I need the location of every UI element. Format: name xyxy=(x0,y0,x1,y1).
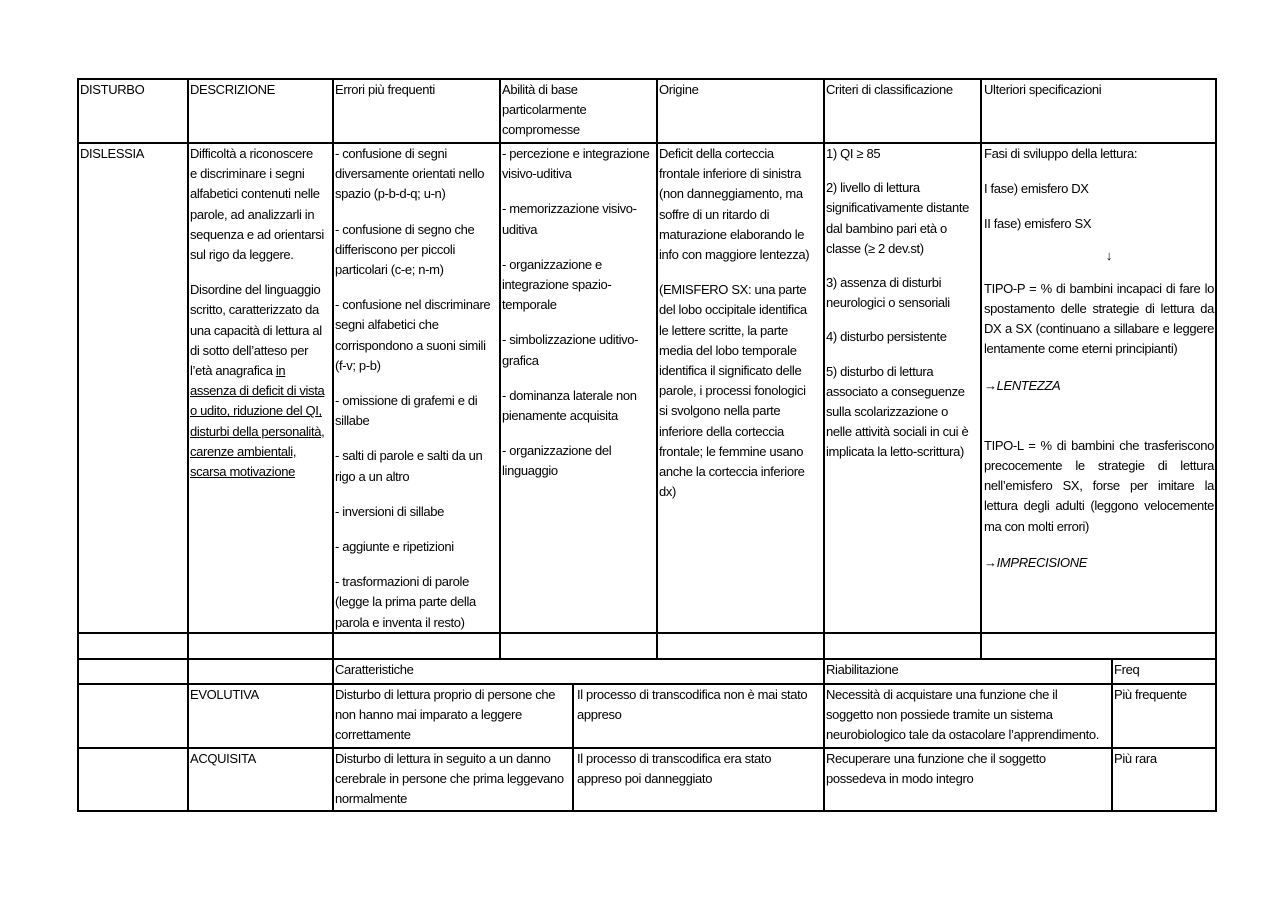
text-line: grafica xyxy=(502,352,539,368)
grid-line xyxy=(187,78,189,812)
lentezza-label: →LENTEZZA xyxy=(984,377,1061,393)
text-line: - omissione di grafemi e di xyxy=(335,393,478,409)
text-line: si svolgono nella parte xyxy=(659,403,781,419)
text-line: soggetto non possiede tramite un sistema xyxy=(826,707,1053,723)
text-line: 2) livello di lettura xyxy=(826,180,920,196)
header-origine: Origine xyxy=(659,82,699,97)
text-line: I fase) emisfero DX xyxy=(984,181,1089,197)
text-line: - confusione nel discriminare xyxy=(335,297,491,313)
grid-line xyxy=(1111,658,1113,812)
header-abilita-line: particolarmente xyxy=(502,102,587,118)
freq-acquisita: Più rara xyxy=(1114,751,1157,766)
grid-line xyxy=(1215,78,1217,812)
text-line: sul rigo da leggere. xyxy=(190,247,294,263)
grid-line xyxy=(823,78,825,812)
text-line: linguaggio xyxy=(502,463,558,479)
text-line: temporale xyxy=(502,297,557,313)
text-line: Disturbo di lettura in seguito a un danno xyxy=(335,751,551,766)
text-line: - organizzazione e xyxy=(502,256,602,272)
origine-cell xyxy=(659,144,809,502)
freq-evolutiva: Più frequente xyxy=(1114,687,1187,702)
text-line: una capacità di lettura al xyxy=(190,322,322,338)
text-line: (f-v; p-b) xyxy=(335,357,381,373)
underlined-line: scarsa motivazione xyxy=(190,464,295,480)
text-line: Necessità di acquistare una funzione che il xyxy=(826,687,1058,702)
text-line: visivo-uditiva xyxy=(502,166,572,182)
text-line: scritto, caratterizzato da xyxy=(190,302,319,318)
text-line: - aggiunte e ripetizioni xyxy=(335,539,454,555)
text-line: - salti di parole e salti da un xyxy=(335,448,483,464)
descrizione-cell xyxy=(190,144,324,482)
text-line: le lettere scritte, la parte xyxy=(659,322,788,338)
text-line: pienamente acquisita xyxy=(502,408,618,424)
text-line: uditiva xyxy=(502,221,538,237)
text-line: frontale inferiore di sinistra xyxy=(659,166,801,182)
tipo-p-paragraph: TIPO-P = % di bambini incapaci di fare lo spostamento delle strategie di lettura da DX a SX (continuano a sillabare e leggere lentamente come eterni principianti) xyxy=(984,280,1214,357)
header-disturbo: DISTURBO xyxy=(80,82,145,97)
text-line: soffre di un ritardo di xyxy=(659,206,770,222)
text-line: info con maggiore lentezza) xyxy=(659,247,810,263)
header-ulteriori: Ulteriori specificazioni xyxy=(984,82,1102,97)
down-arrow-icon: ↓ xyxy=(1105,247,1113,263)
underlined-line: carenze ambientali, xyxy=(190,443,297,459)
abilita-cell xyxy=(502,144,649,482)
text-line: - trasformazioni di parole xyxy=(335,574,469,590)
header-caratteristiche: Caratteristiche xyxy=(335,662,414,677)
tipo-evolutiva: EVOLUTIVA xyxy=(190,687,259,702)
text-line: - memorizzazione visivo- xyxy=(502,201,637,217)
text-line: appreso xyxy=(577,707,622,723)
text-line: II fase) emisfero SX xyxy=(984,216,1092,232)
grid-line xyxy=(77,632,1217,634)
grid-line xyxy=(499,78,501,660)
text-line: - dominanza laterale non xyxy=(502,387,637,403)
riabilitazione-acquisita xyxy=(826,749,1046,789)
text-line: associato a conseguenze xyxy=(826,383,965,399)
text-line: 4) disturbo persistente xyxy=(826,329,947,345)
text-line: integrazione spazio- xyxy=(502,277,612,293)
text-line: (legge la prima parte della xyxy=(335,594,476,610)
text-line: del lobo occipitale identifica xyxy=(659,302,807,318)
header-descrizione: DESCRIZIONE xyxy=(190,82,275,97)
text-line: cerebrale in persone che prima leggevano xyxy=(335,771,564,787)
text-line: rigo a un altro xyxy=(335,468,410,484)
text-line: e discriminare i segni xyxy=(190,166,305,182)
text-line: Il processo di transcodifica era stato xyxy=(577,751,772,766)
header-riabilitazione: Riabilitazione xyxy=(826,662,899,677)
header-freq: Freq xyxy=(1114,662,1140,677)
text-line: parole, i processi fonologici xyxy=(659,383,806,399)
text-line: non hanno mai imparato a leggere xyxy=(335,707,522,723)
text-line: 3) assenza di disturbi xyxy=(826,275,942,291)
header-abilita-line: Abilità di base xyxy=(502,82,578,97)
text-line: correttamente xyxy=(335,727,411,743)
underlined-line: assenza di deficit di vista xyxy=(190,383,325,399)
text-line: neurologici o sensoriali xyxy=(826,295,950,311)
header-abilita xyxy=(502,80,586,141)
underlined-text: in xyxy=(275,363,286,379)
text-line: 1) QI ≥ 85 xyxy=(826,146,881,161)
grid-line xyxy=(980,78,982,660)
text-line: spazio (p-b-d-q; u-n) xyxy=(335,186,446,202)
text-line: differiscono per piccoli xyxy=(335,241,455,257)
text-line: parola e inventa il resto) xyxy=(335,614,465,630)
text-line: sillabe xyxy=(335,413,370,429)
text-line: sulla scolarizzazione o xyxy=(826,404,949,420)
text-line: possedeva in modo integro xyxy=(826,771,974,787)
text-line xyxy=(190,361,324,381)
text-line: (non danneggiamento, ma xyxy=(659,186,803,202)
text-line: inferiore della corteccia xyxy=(659,423,784,439)
grid-line xyxy=(77,810,1217,812)
criteri-cell xyxy=(826,144,969,463)
text-line: (EMISFERO SX: una parte xyxy=(659,282,807,298)
text-line: particolari (c-e; n-m) xyxy=(335,262,444,278)
transcodifica-evolutiva xyxy=(577,685,807,725)
text-line: neurobiologico tale da ostacolare l’apprendimento. xyxy=(826,727,1100,743)
text-line: - percezione e integrazione xyxy=(502,146,650,161)
text-line: Deficit della corteccia xyxy=(659,146,774,161)
text-line: maturazione elaborando le xyxy=(659,226,805,242)
text-line: anche la corteccia inferiore xyxy=(659,464,805,480)
text-line: appreso poi danneggiato xyxy=(577,771,713,787)
grid-line xyxy=(77,658,1217,660)
text-line: Recuperare una funzione che il soggetto xyxy=(826,751,1046,766)
text-segment: l’età anagrafica xyxy=(190,363,276,379)
text-line: dx) xyxy=(659,484,677,500)
text-line: alfabetici contenuti nelle xyxy=(190,186,320,202)
text-line: 5) disturbo di lettura xyxy=(826,363,934,379)
transcodifica-acquisita xyxy=(577,749,771,789)
header-errori: Errori più frequenti xyxy=(335,82,435,97)
underlined-line: disturbi della personalità, xyxy=(190,423,325,439)
tipo-acquisita: ACQUISITA xyxy=(190,751,256,766)
text-line: parole, ad analizzarli in xyxy=(190,206,315,222)
text-line: implicata la letto-scrittura) xyxy=(826,444,964,460)
tipo-l-paragraph: TIPO-L = % di bambini che trasferiscono precocemente le strategie di lettura nell’emisfero SX, forse per imitare la lettura degli adulti (leggono velocemente ma con molti errori) xyxy=(984,437,1214,534)
text-line: Disordine del linguaggio xyxy=(190,282,321,298)
text-line: corrispondono a suoni simili xyxy=(335,337,486,353)
text-line: dal bambino pari età o xyxy=(826,220,947,236)
grid-line xyxy=(656,78,658,660)
underlined-line: o udito, riduzione del QI, xyxy=(190,403,322,419)
imprecisione-label: →IMPRECISIONE xyxy=(984,554,1088,570)
text-line: nelle attività sociali in cui è xyxy=(826,424,969,440)
text-line: - confusione di segno che xyxy=(335,221,475,237)
text-line: significativamente distante xyxy=(826,200,970,216)
header-criteri: Criteri di classificazione xyxy=(826,82,953,97)
text-line: - confusione di segni xyxy=(335,146,447,161)
grid-line xyxy=(332,78,334,812)
text-line: di sotto dell’atteso per xyxy=(190,342,309,358)
grid-line xyxy=(572,683,574,812)
disturbo-dislessia: DISLESSIA xyxy=(80,146,145,161)
header-abilita-line: compromesse xyxy=(502,122,580,138)
text-line: Difficoltà a riconoscere xyxy=(190,146,313,161)
ulteriori-cell xyxy=(984,144,1214,573)
text-line: classe (≥ 2 dev.st) xyxy=(826,240,924,256)
caratteristiche-acquisita xyxy=(335,749,564,810)
errori-cell xyxy=(335,144,490,633)
text-line: frontale; le femmine usano xyxy=(659,443,804,459)
text-line: diversamente orientati nello xyxy=(335,166,485,182)
text-line: normalmente xyxy=(335,791,408,807)
text-line: - organizzazione del xyxy=(502,443,612,459)
text-line: media del lobo temporale xyxy=(659,342,797,358)
text-line: identifica il significato delle xyxy=(659,363,802,379)
riabilitazione-evolutiva xyxy=(826,685,1099,746)
text-line: Fasi di sviluppo della lettura: xyxy=(984,146,1138,161)
grid-line xyxy=(77,78,79,812)
text-line: Disturbo di lettura proprio di persone che xyxy=(335,687,556,702)
text-line: sequenza e ad orientarsi xyxy=(190,226,324,242)
caratteristiche-evolutiva xyxy=(335,685,555,746)
text-line: segni alfabetici che xyxy=(335,317,439,333)
text-line: Il processo di transcodifica non è mai stato xyxy=(577,687,808,702)
text-line: - simbolizzazione uditivo- xyxy=(502,332,639,348)
text-line: - inversioni di sillabe xyxy=(335,503,445,519)
